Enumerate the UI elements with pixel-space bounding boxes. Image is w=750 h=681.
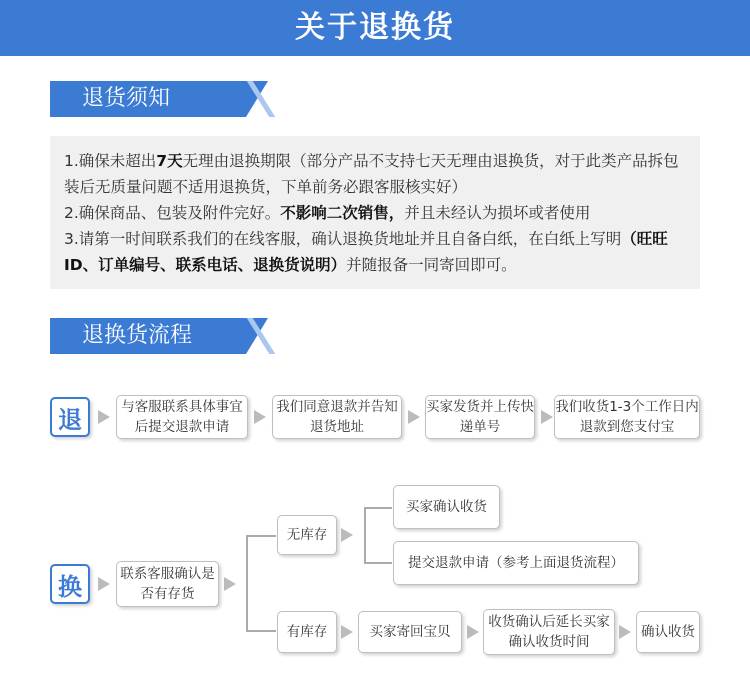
branch-line	[364, 507, 392, 509]
arrow-icon	[619, 625, 631, 639]
no-stock-box: 无库存	[277, 515, 337, 555]
arrow-icon	[224, 577, 236, 591]
arrow-icon	[467, 625, 479, 639]
notice-item-3: 3.请第一时间联系我们的在线客服，确认退换货地址并且自备白纸，在白纸上写明（旺旺ID、订单编号、联系电话、退换货说明）并随报备一同寄回即可。	[64, 230, 668, 274]
page-header: 关于退换货	[0, 0, 750, 56]
branch-line	[364, 507, 366, 563]
exchange-confirm-stock: 联系客服确认是否有存货	[116, 561, 219, 607]
branch-line	[246, 630, 276, 632]
return-step-1: 与客服联系具体事宜后提交退款申请	[116, 395, 248, 439]
arrow-icon	[98, 410, 110, 424]
return-step-4: 我们收货1-3个工作日内退款到您支付宝	[554, 395, 700, 439]
arrow-icon	[254, 410, 266, 424]
exchange-label: 换	[50, 564, 90, 604]
no-stock-option-2: 提交退款申请（参考上面退货流程）	[393, 541, 639, 585]
process-title: 退换货流程	[50, 318, 246, 354]
arrow-icon	[341, 625, 353, 639]
branch-line	[364, 562, 392, 564]
arrow-icon	[408, 410, 420, 424]
return-step-3: 买家发货并上传快递单号	[425, 395, 535, 439]
arrow-icon	[98, 577, 110, 591]
return-step-2: 我们同意退款并告知退货地址	[272, 395, 402, 439]
in-stock-step-2: 收货确认后延长买家确认收货时间	[483, 609, 615, 655]
arrow-icon	[541, 410, 553, 424]
return-label: 退	[50, 397, 90, 437]
notice-item-1: 1.确保未超出7天无理由退换期限（部分产品不支持七天无理由退换货，对于此类产品拆包装后无质量问题不适用退换货，下单前务必跟客服核实好）	[64, 152, 679, 196]
branch-line	[246, 535, 248, 631]
returns-notice-box	[50, 136, 700, 289]
branch-line	[246, 535, 276, 537]
in-stock-box: 有库存	[277, 611, 337, 653]
arrow-icon	[341, 528, 353, 542]
in-stock-step-1: 买家寄回宝贝	[358, 611, 462, 653]
in-stock-step-3: 确认收货	[636, 611, 700, 653]
returns-notice-title: 退货须知	[50, 81, 246, 117]
no-stock-option-1: 买家确认收货	[393, 485, 500, 529]
notice-item-2: 2.确保商品、包装及附件完好。不影响二次销售，并且未经认为损坏或者使用	[64, 204, 591, 222]
